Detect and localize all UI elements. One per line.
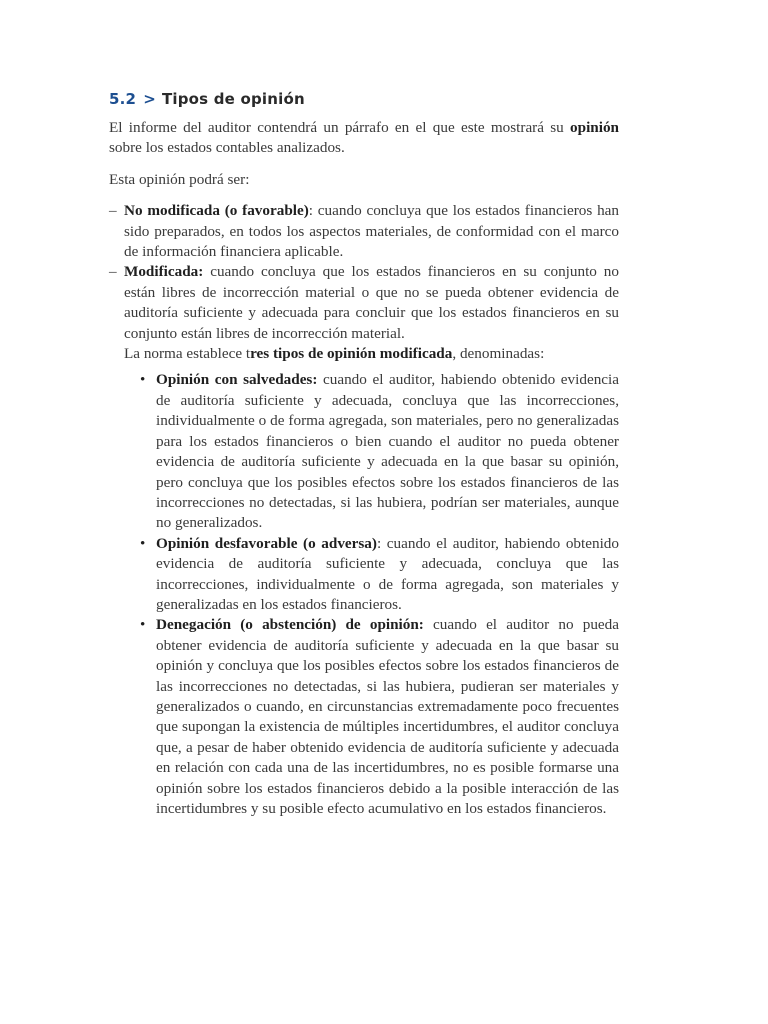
list-item-modificada (109, 262, 619, 819)
modified-opinions-list (124, 370, 619, 819)
opinion-types-list (109, 201, 619, 819)
list-item-denegacion (124, 615, 619, 819)
norma-bold-term: res tipos de opinión modificada (250, 345, 453, 363)
lead-paragraph: Esta opinión podrá ser: (109, 170, 250, 188)
section-number: 5.2 (109, 90, 137, 108)
list-item-salvedades (124, 370, 619, 533)
dash-marker: – (109, 263, 117, 281)
bullet-marker: • (140, 534, 146, 552)
bullet-marker: • (140, 371, 146, 389)
subitem-term: Opinión desfavorable (o adversa) (156, 534, 377, 552)
norma-paragraph (124, 344, 619, 364)
subitem-description: cuando el auditor, habiendo obtenido evidencia de auditoría suficiente y adecuada, concluya que las incorrecciones, individualmente o de forma agregada, son materiales, pero no generalizadas para los estados financieros o bien cuando el auditor no pueda obtener evidencia de auditoría suficiente y adecuada en la que basar su opinión, pero concluya que los posibles efectos sobre los estados financieros de las incorrecciones no detectadas, si las hubiera, podrían ser materiales, aunque no generalizados. (156, 371, 619, 532)
list-item-no-modificada (109, 201, 619, 262)
bullet-marker: • (140, 616, 146, 634)
item-description: : cuando concluya que los estados financieros han sido preparados, en todos los aspectos materiales, de conformidad con el marco de información financiera aplicable. (124, 202, 619, 261)
norma-text-start: La norma establece t (124, 345, 251, 363)
intro-text-end: sobre los estados contables analizados. (109, 139, 345, 157)
intro-text-start: El informe del auditor contendrá un párrafo en el que este mostrará su (109, 119, 571, 136)
heading-separator: > (143, 90, 156, 108)
section-title: Tipos de opinión (161, 90, 305, 108)
intro-paragraph (109, 118, 619, 159)
item-term: No modificada (o favorable) (124, 202, 309, 220)
dash-marker: – (109, 202, 117, 220)
subitem-description: cuando el auditor no pueda obtener evidencia de auditoría suficiente y adecuada en la que basar su opinión y concluya que los posibles efectos sobre los estados financieros de las incorrecciones no detectadas, si las hubiera, pudieran ser materiales y generalizados o cuando, en circunstancias extremadamente poco frecuentes que supongan la existencia de múltiples incertidumbres, el auditor concluya que, a pesar de haber obtenido evidencia de auditoría suficiente y adecuada en relación con cada una de las incertidumbres, no es posible formarse una opinión sobre los estados financieros debido a la posible interacción de las incertidumbres y su posible efecto acumulativo en los estados financieros. (156, 616, 619, 817)
norma-text-end: , denominadas: (452, 345, 545, 363)
list-item-desfavorable (124, 534, 619, 616)
item-description: cuando concluya que los estados financieros en su conjunto no están libres de incorrección material o que no se pueda obtener evidencia de auditoría suficiente y adecuada para concluir que los estados financieros en su conjunto están libres de incorrección material. (124, 263, 619, 342)
subitem-term: Opinión con salvedades: (156, 371, 318, 389)
intro-bold-term: opinión (570, 119, 619, 136)
section-heading (109, 90, 305, 108)
item-term: Modificada: (124, 263, 204, 281)
subitem-description: : cuando el auditor, habiendo obtenido evidencia de auditoría suficiente y adecuada, concluya que las incorrecciones, individualmente o de forma agregada, son materiales y generalizadas en los estados financieros. (156, 534, 619, 613)
body-text (109, 118, 619, 819)
subitem-term: Denegación (o abstención) de opinión: (156, 616, 424, 634)
